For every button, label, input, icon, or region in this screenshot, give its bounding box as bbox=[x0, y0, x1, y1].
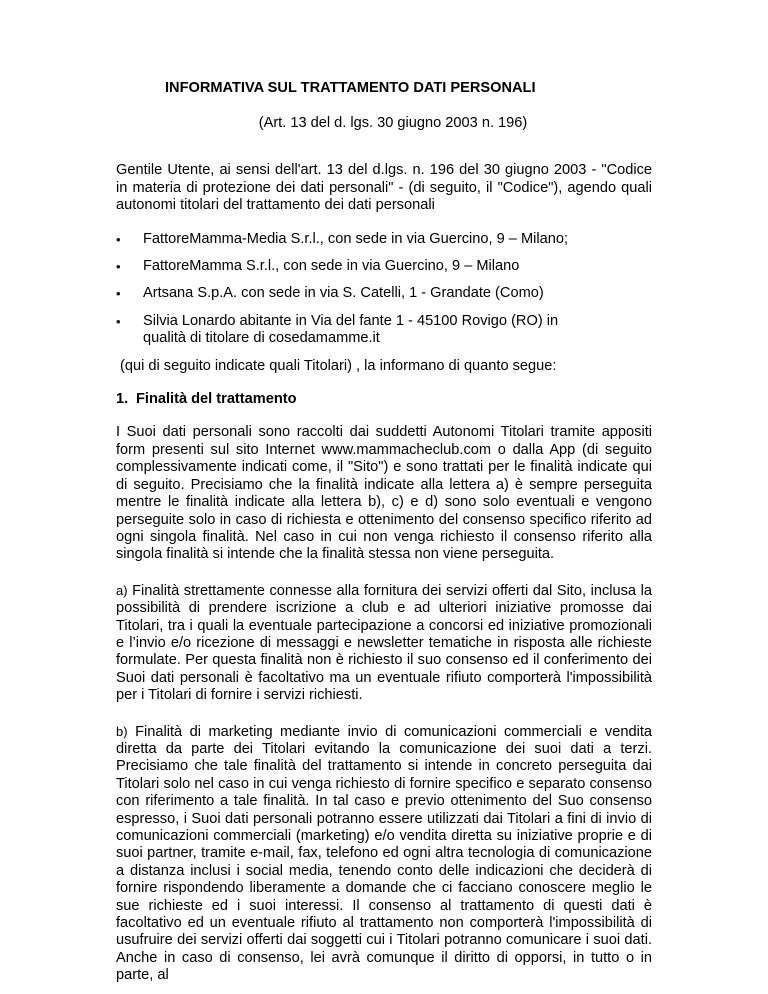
controllers-list bbox=[116, 231, 652, 348]
purpose-item-a bbox=[116, 582, 652, 705]
section-number: 1. bbox=[116, 391, 129, 408]
item-a-text: Finalità strettamente connesse alla fornitura dei servizi offerti dal Sito, inclusa la possibilità di prendere iscrizione a club e ad ulteriori iniziative promosse dai Titolari, tra i quali la eventuale partecipazione a concorsi ed iniziative promozionali e l’invio e/o ricezione di messaggi e newsletter tematiche in risposta alle richieste formulate. Per questa finalità non è richiesto il suo consenso ed il conferimento dei Suoi dati personali è facoltativo ma un eventuale rifiuto comporterà l'impossibilità per i Titolari di fornire i servizi richiesti. bbox=[116, 582, 652, 704]
purpose-item-b bbox=[116, 723, 652, 985]
list-item-text: FattoreMamma-Media S.r.l., con sede in via Guercino, 9 – Milano; bbox=[143, 230, 569, 247]
document-title: INFORMATIVA SUL TRATTAMENTO DATI PERSONALI bbox=[165, 80, 536, 96]
document-page bbox=[116, 80, 652, 985]
list-item bbox=[116, 231, 603, 248]
purpose-paragraph: I Suoi dati personali sono raccolti dai suddetti Autonomi Titolari tramite appositi form presenti sul sito Internet www.mammacheclub.com o dalla App (di seguito complessivamente indicati come, il "Sito") e sono trattati per le finalità indicate qui di seguito. Precisiamo che la finalità indicate alla lettera a) è sempre perseguita mentre le finalità indicate alla lettera b), c) e d) sono solo eventuali e vengono perseguite solo in caso di richiesta e ottenimento del consenso specifico riferito ad ogni singola finalità. Nel caso in cui non venga richiesto il consenso riferito alla singola finalità si intende che la finalità stessa non viene perseguita. bbox=[116, 424, 652, 563]
list-item-text: Silvia Lonardo abitante in Via del fante 1 - 45100 Rovigo (RO) in qualità di titolare di cosedamamme.it bbox=[143, 312, 559, 347]
bullet-icon: • bbox=[116, 259, 121, 275]
item-b-text: Finalità di marketing mediante invio di comunicazioni commerciali e vendita diretta da parte dei Titolari evitando la comunicazione dei suoi dati a terzi. Precisiamo che tale finalità del trattamento si intende in concreto perseguita dai Titolari solo nel caso in cui venga richiesto di fornire specifico e separato consenso con riferimento a tale finalità. In tal caso e previo ottenimento del Suo consenso espresso, i Suoi dati personali potranno essere utilizzati dai Titolari a fini di invio di comunicazioni commerciali (marketing) e/o vendita diretta su iniziative proprie e di suoi partner, tramite e-mail, fax, telefono ed ogni altra tecnologia di comunicazione a distanza inclusi i social media, tenendo conto delle indicazioni che deciderà di fornire rispondendo liberamente a domande che ci facciano conoscere meglio le sue richieste ed i suoi interessi. Il consenso al trattamento di questi dati è facoltativo ed un eventuale rifiuto al trattamento non comporterà l'impossibilità di usufruire dei servizi offerti dai soggetti cui i Titolari potranno comunicare i suoi dati. Anche in caso di consenso, lei avrà comunque il diritto di opporsi, in tutto o in parte, al bbox=[116, 723, 652, 984]
bullet-icon: • bbox=[116, 231, 121, 247]
list-item-text: FattoreMamma S.r.l., con sede in via Guercino, 9 – Milano bbox=[143, 258, 520, 275]
section-heading bbox=[116, 391, 652, 408]
item-a-label: a) bbox=[116, 582, 128, 598]
list-item bbox=[116, 313, 603, 348]
closing-sentence: (qui di seguito indicate quali Titolari) , la informano di quanto segue: bbox=[120, 357, 557, 374]
document-subtitle: (Art. 13 del d. lgs. 30 giugno 2003 n. 196) bbox=[258, 115, 528, 131]
bullet-icon: • bbox=[116, 313, 121, 329]
intro-paragraph: Gentile Utente, ai sensi dell'art. 13 del d.lgs. n. 196 del 30 giugno 2003 - "Codice in materia di protezione dei dati personali" - (di seguito, il "Codice"), agendo quali autonomi titolari del trattamento dei dati personali bbox=[116, 162, 652, 214]
list-item bbox=[116, 285, 603, 302]
bullet-icon: • bbox=[116, 286, 121, 302]
section-title: Finalità del trattamento bbox=[136, 391, 297, 408]
item-b-label: b) bbox=[116, 723, 128, 739]
list-item-text: Artsana S.p.A. con sede in via S. Catelli, 1 - Grandate (Como) bbox=[143, 285, 544, 302]
list-item bbox=[116, 258, 603, 275]
